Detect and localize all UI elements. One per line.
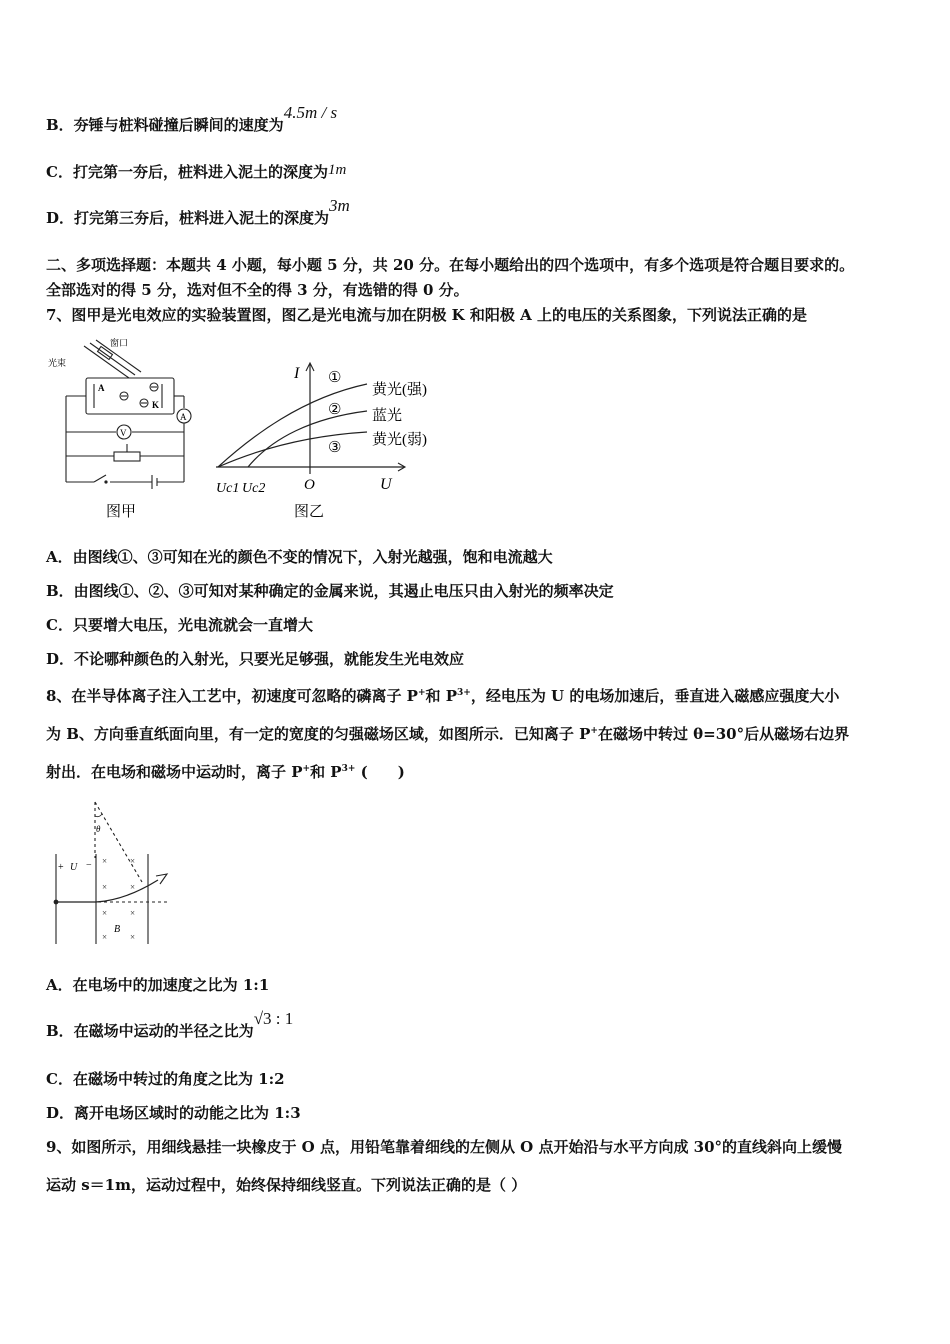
q8-option-b: B．在磁场中运动的半径之比为√3 : 1 [46, 1009, 294, 1040]
q8-option-d: D．离开电场区域时的动能之比为 1:3 [46, 1104, 301, 1122]
q6-option-d-math: 3m [329, 196, 350, 215]
q8-option-a: A．在电场中的加速度之比为 1:1 [46, 976, 270, 994]
cathode-label: K [152, 400, 160, 410]
light-label: 光束 [48, 358, 67, 368]
curve-label-3: 黄光(弱) [372, 432, 427, 448]
q7-stem: 7、图甲是光电效应的实验装置图，图乙是光电流与加在阴极 K 和阳极 A 上的电压的关系图象，下列说法正确的是 [46, 306, 808, 324]
q8-option-b-math: √3 : 1 [253, 1009, 294, 1028]
rheostat [114, 452, 140, 461]
q8-line1: 8、在半导体离子注入工艺中，初速度可忽略的磷离子 P+和 $P^{3+}$，经电压为 U 的电场加速后，垂直进入磁感应强度大小 [46, 687, 840, 705]
anode-label: A [98, 383, 105, 393]
q7-option-c: C．只要增大电压，光电流就会一直增大 [46, 616, 313, 634]
uc1-label: Uc1 [216, 481, 240, 496]
minus-label: − [86, 860, 92, 871]
q7-option-d: D．不论哪种颜色的入射光，只要光足够强，就能发生光电效应 [46, 650, 465, 668]
uc2-label: Uc2 [242, 481, 266, 496]
q7-option-a: A．由图线①、③可知在光的颜色不变的情况下，入射光越强，饱和电流越大 [46, 548, 553, 566]
curve-num-3: ③ [328, 440, 342, 456]
voltmeter-label: V [120, 428, 127, 438]
fig-b-caption: 图乙 [294, 504, 325, 520]
curve-yellow-strong [218, 384, 367, 467]
theta-label: θ [96, 824, 101, 834]
y-axis-label: I [294, 365, 300, 382]
cross-5: × [102, 908, 108, 918]
plus-label: + [58, 862, 64, 873]
q7-figure-b [212, 356, 444, 524]
q9-line2: 运动 s＝1m，运动过程中，始终保持细线竖直。下列说法正确的是（ ） [46, 1176, 527, 1194]
curve-num-1: ① [328, 370, 342, 386]
cross-2: × [130, 856, 136, 866]
cross-7: × [102, 932, 108, 942]
cross-1: × [102, 856, 108, 866]
q7-option-b: B．由图线①、②、③可知对某种确定的金属来说，其遏止电压只由入射光的频率决定 [46, 582, 614, 600]
curve-label-1: 黄光(强) [372, 382, 427, 398]
cross-4: × [130, 882, 136, 892]
ammeter-label: A [180, 412, 187, 422]
cross-6: × [130, 908, 136, 918]
field-label: B [114, 924, 121, 935]
cross-8: × [130, 932, 136, 942]
section2-line2: 全部选对的得 5 分，选对但不全的得 3 分，有选错的得 0 分。 [46, 281, 469, 299]
q6-option-b-math: 4.5m / s [283, 103, 338, 122]
q7-figure-a [44, 336, 214, 524]
q9-line1: 9、如图所示，用细线悬挂一块橡皮于 O 点，用铅笔靠着细线的左侧从 O 点开始沿与水平方向成 30°的直线斜向上缓慢 [46, 1138, 843, 1156]
cross-3: × [102, 882, 108, 892]
curve-label-2: 蓝光 [372, 408, 403, 424]
q8-line3: 射出．在电场和磁场中运动时，离子 P+和 $P^{3+}$ ( ) [46, 763, 405, 781]
q6-option-b: B．夯锤与桩料碰撞后瞬间的速度为4.5m / s [46, 103, 338, 134]
window-label: 窗口 [110, 338, 129, 348]
voltage-label: U [70, 862, 78, 873]
switch [94, 475, 106, 482]
curve-yellow-weak [218, 432, 367, 467]
origin-label: O [304, 477, 315, 493]
q8-option-c: C．在磁场中转过的角度之比为 1:2 [46, 1070, 285, 1088]
fig-a-caption: 图甲 [106, 504, 137, 520]
q8-line2: 为 B、方向垂直纸面向里，有一定的宽度的匀强磁场区域，如图所示．已知离子 P+在磁场中转过 θ=30°后从磁场右边界 [46, 725, 850, 743]
x-axis-label: U [380, 476, 392, 493]
q8-figure [46, 798, 176, 948]
q6-option-c-math: 1m [327, 162, 347, 178]
q6-option-d: D．打完第三夯后，桩料进入泥土的深度为3m [46, 196, 350, 227]
radius-slant [95, 802, 142, 882]
curve-num-2: ② [328, 402, 342, 418]
section2-line1: 二、多项选择题：本题共 4 小题，每小题 5 分，共 20 分。在每小题给出的四个选项中，有多个选项是符合题目要求的。 [46, 256, 855, 274]
q6-option-c: C．打完第一夯后，桩料进入泥土的深度为1m [46, 162, 347, 181]
